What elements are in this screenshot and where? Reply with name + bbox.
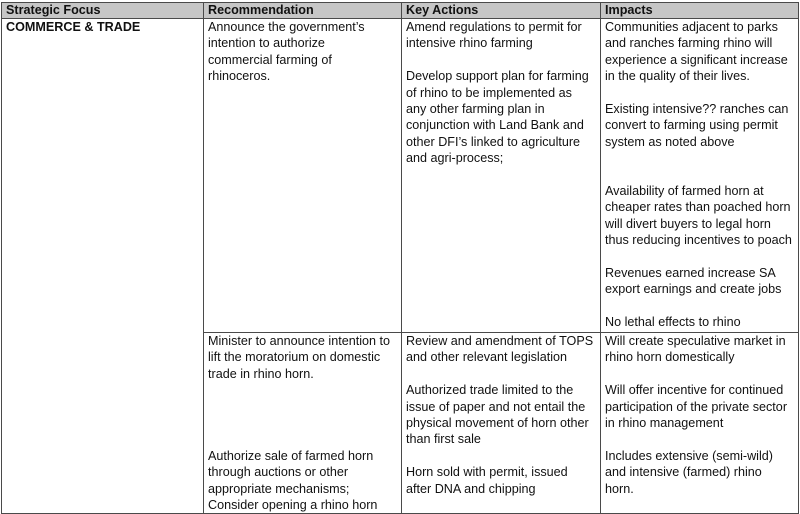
impact-paragraph	[605, 183, 794, 249]
text-line: Announce the government’s	[208, 20, 365, 34]
recommendation-text	[208, 19, 397, 85]
header-impacts: Impacts	[601, 3, 799, 19]
text-line: lift the moratorium on domestic	[208, 350, 381, 365]
recommendation-cell	[204, 19, 402, 333]
text-line: Availability of farmed horn at	[605, 184, 764, 199]
text-line: physical movement of horn other	[406, 416, 589, 431]
text-line: of rhino to be implemented as	[406, 85, 572, 100]
header-row	[2, 3, 799, 19]
header-key-actions: Key Actions	[402, 3, 601, 19]
impact-paragraph	[605, 101, 794, 150]
text-line: Revenues earned increase SA	[605, 266, 776, 281]
recommendation-text	[208, 448, 397, 514]
text-line: conjunction with Land Bank and	[406, 118, 584, 133]
strategic-focus-cell: COMMERCE & TRADE	[2, 19, 204, 514]
text-line: Review and amendment of TOPS	[406, 334, 594, 348]
action-paragraph	[406, 19, 596, 52]
text-line: export earnings and create jobs	[605, 282, 782, 297]
text-line: intention to authorize	[208, 36, 325, 51]
text-line: and agri-process;	[406, 151, 504, 166]
recommendation-cell	[204, 333, 402, 514]
text-line: and other relevant legislation	[406, 350, 568, 365]
impact-paragraph	[605, 265, 794, 298]
text-line: rhinoceros.	[208, 69, 271, 84]
text-line: appropriate mechanisms;	[208, 481, 350, 496]
impact-paragraph	[605, 448, 794, 497]
recommendation-text	[208, 333, 397, 382]
text-line: through auctions or other	[208, 465, 349, 480]
impact-paragraph	[605, 19, 794, 85]
impact-paragraph: No lethal effects to rhino	[605, 315, 741, 330]
text-line: trade in rhino horn.	[208, 366, 314, 381]
key-actions-cell	[402, 19, 601, 333]
text-line: intensive rhino farming	[406, 36, 533, 51]
text-line: Minister to announce intention to	[208, 334, 391, 348]
text-line: participation of the private sector	[605, 399, 788, 414]
text-line: Will offer incentive for continued	[605, 383, 784, 398]
text-line: horn.	[605, 481, 634, 496]
text-line: Communities adjacent to parks	[605, 20, 778, 34]
text-line: Authorized trade limited to the	[406, 383, 574, 398]
impacts-cell	[601, 19, 799, 333]
text-line: and ranches farming rhino will	[605, 36, 773, 51]
impact-paragraph	[605, 382, 794, 431]
header-strategic-focus: Strategic Focus	[2, 3, 204, 19]
text-line: thus reducing incentives to poach	[605, 233, 792, 248]
text-line: than first sale	[406, 432, 481, 447]
impact-paragraph	[605, 333, 794, 366]
text-line: will divert buyers to legal horn	[605, 216, 771, 231]
action-paragraph	[406, 464, 596, 497]
text-line: issue of paper and not entail the	[406, 399, 586, 414]
text-line: any other farming plan in	[406, 102, 545, 117]
text-line: Amend regulations to permit for	[406, 20, 582, 34]
text-line: and intensive (farmed) rhino	[605, 465, 762, 480]
impacts-cell	[601, 333, 799, 514]
text-line: Horn sold with permit, issued	[406, 465, 568, 480]
text-line: in the quality of their lives.	[605, 69, 750, 84]
text-line: Includes extensive (semi-wild)	[605, 448, 773, 463]
action-paragraph	[406, 382, 596, 448]
text-line: convert to farming using permit	[605, 118, 778, 133]
table-row-commerce	[2, 19, 799, 333]
text-line: other DFI’s linked to agriculture	[406, 134, 581, 149]
key-actions-cell	[402, 333, 601, 514]
text-line: Will create speculative market in	[605, 334, 786, 348]
text-line: Existing intensive?? ranches can	[605, 102, 789, 117]
action-paragraph	[406, 68, 596, 166]
text-line: in rhino management	[605, 416, 724, 431]
text-line: Authorize sale of farmed horn	[208, 448, 374, 463]
header-recommendation: Recommendation	[204, 3, 402, 19]
text-line: after DNA and chipping	[406, 481, 536, 496]
text-line: Develop support plan for farming	[406, 69, 589, 84]
action-paragraph	[406, 333, 596, 366]
text-line: rhino horn domestically	[605, 350, 735, 365]
strategy-table	[1, 2, 799, 514]
text-line: Consider opening a rhino horn	[208, 498, 378, 512]
text-line: commercial farming of	[208, 52, 332, 67]
text-line: system as noted above	[605, 134, 735, 149]
text-line: experience a significant increase	[605, 52, 788, 67]
text-line: cheaper rates than poached horn	[605, 200, 791, 215]
